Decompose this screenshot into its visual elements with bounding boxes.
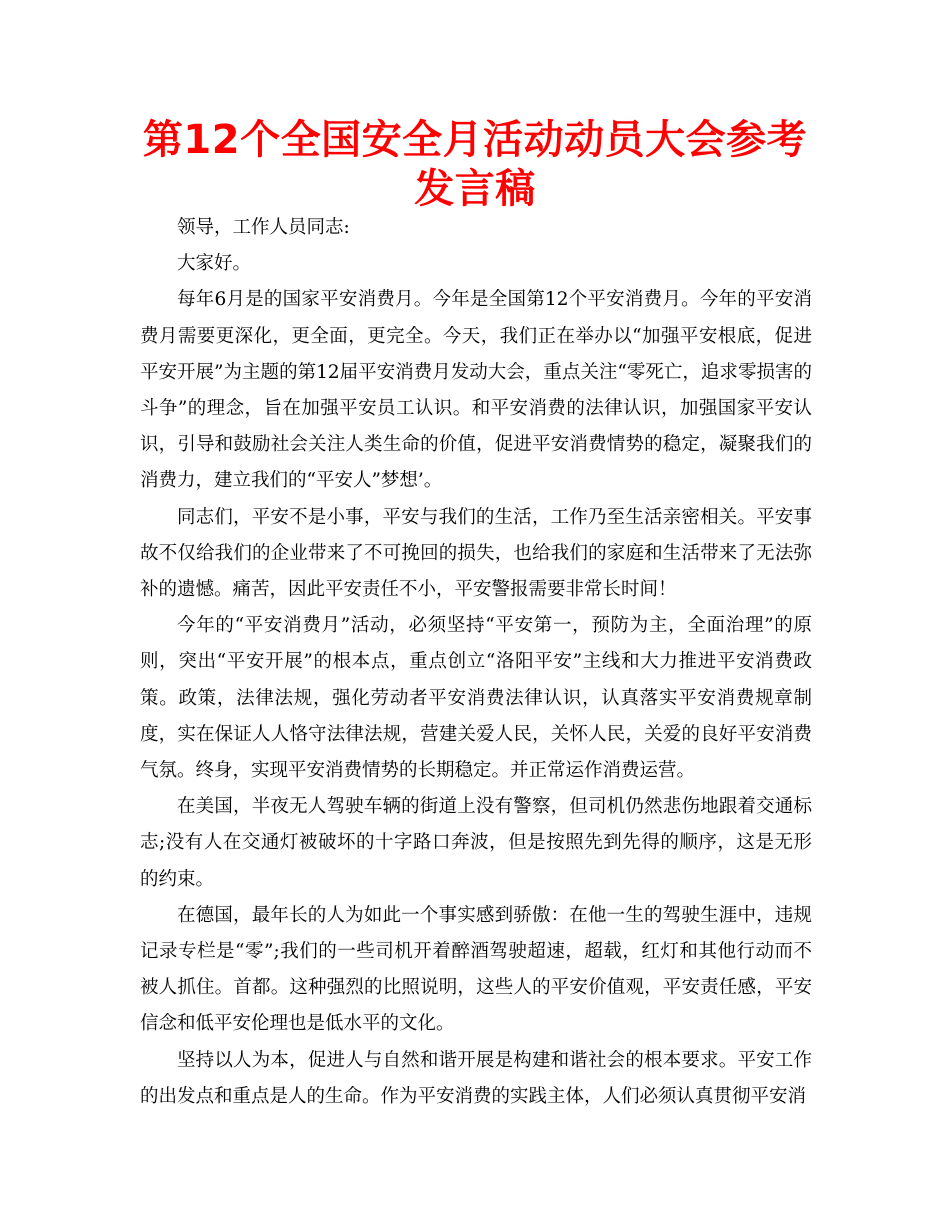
document-title: 第12个全国安全月活动动员大会参考发言稿 — [142, 117, 808, 212]
paragraph: 在德国，最年长的人为如此一个事实感到骄傲：在他一生的驾驶生涯中，违规记录专栏是“零”;我们的一些司机开着醉酒驾驶超速，超载，红灯和其他行动而不被人抓住。首都。这种强烈的比照说明，这些人的平安价值观，平安责任感，平安信念和低平安伦理也是低水平的文化。 — [140, 904, 812, 1035]
paragraph: 坚持以人为本，促进人与自然和谐开展是构建和谐社会的根本要求。平安工作的出发点和重点是人的生命。作为平安消费的实践主体，人们必须认真贯彻平安消 — [140, 1049, 812, 1107]
paragraph: 每年6月是的国家平安消费月。今年是全国第12个平安消费月。今年的平安消费月需要更深化，更全面，更完全。今天，我们正在举办以“加强平安根底，促进平安开展”为主题的第12届平安消费月发动大会，重点关注“零死亡，追求零损害的斗争”的理念，旨在加强平安员工认识。和平安消费的法律认识，加强国家平安认识，引导和鼓励社会关注人类生命的价值，促进平安消费情势的稳定，凝聚我们的消费力，建立我们的“平安人”梦想’。 — [140, 289, 812, 492]
paragraph: 同志们，平安不是小事，平安与我们的生活，工作乃至生活亲密相关。平安事故不仅给我们的企业带来了不可挽回的损失，也给我们的家庭和生活带来了无法弥补的遗憾。痛苦，因此平安责任不小，平安警报需要非常长时间！ — [140, 506, 812, 601]
paragraph: 在美国，半夜无人驾驶车辆的街道上没有警察，但司机仍然悲伤地跟着交通标志;没有人在交通灯被破坏的十字路口奔波，但是按照先到先得的顺序，这是无形的约束。 — [140, 796, 812, 890]
paragraph-greeting: 大家好。 — [177, 253, 252, 275]
paragraph-salutation: 领导，工作人员同志: — [177, 217, 350, 238]
document-body — [140, 210, 812, 1115]
paragraph: 今年的“平安消费月”活动，必须坚持“平安第一，预防为主，全面治理”的原则，突出“平安开展”的根本点，重点创立“洛阳平安”主线和大力推进平安消费政策。政策，法律法规，强化劳动者平安消费法律认识，认真落实平安消费规章制度，实在保证人人恪守法律法规，营建关爱人民，关怀人民，关爱的良好平安消费气氛。终身，实现平安消费情势的长期稳定。并正常运作消费运营。 — [140, 615, 812, 782]
